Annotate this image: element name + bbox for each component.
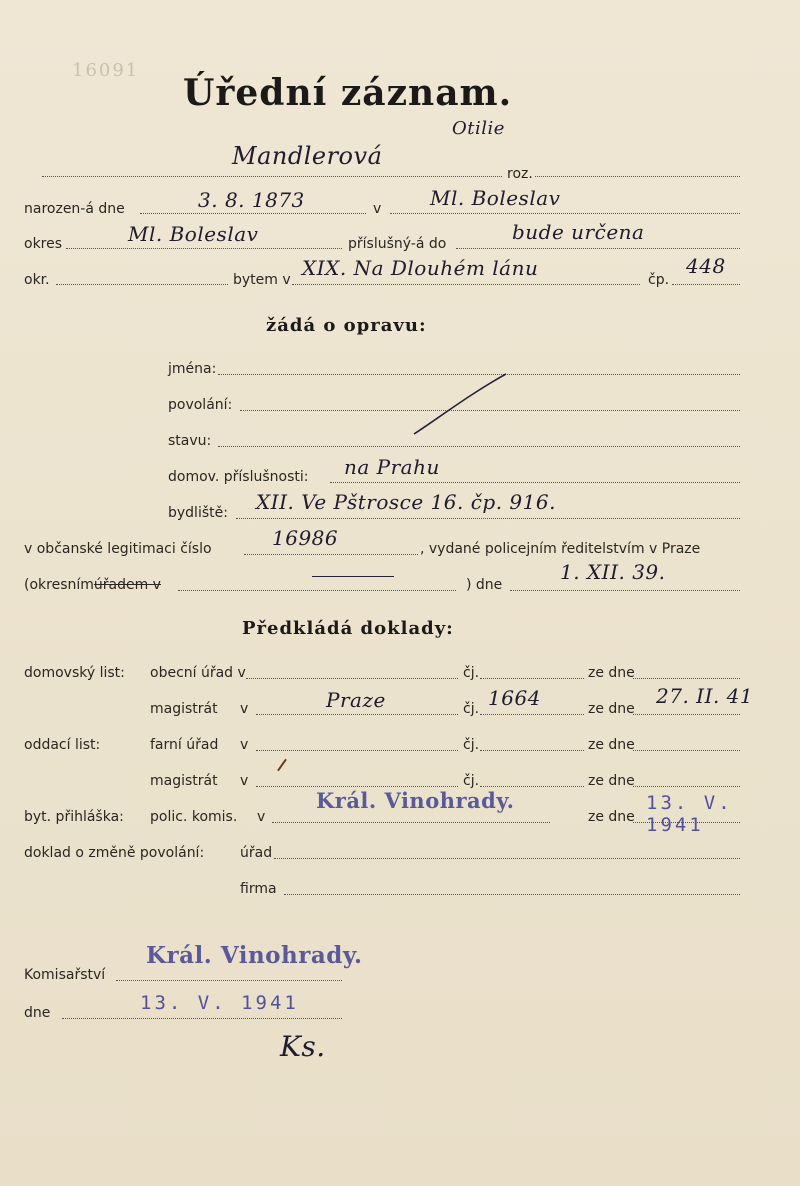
- surname-handwritten: Mandlerová: [232, 142, 383, 170]
- label-in: v: [373, 201, 382, 217]
- magistrate-place-handwritten: Praze: [326, 688, 386, 712]
- label-v-4: v: [257, 809, 266, 825]
- form-number: 16091: [72, 60, 140, 81]
- police-date-stamp: 13. V. 1941: [646, 792, 733, 836]
- dash-mark: [312, 576, 394, 577]
- label-municipal: obecní úřad v: [150, 665, 246, 681]
- label-occupation: povolání:: [168, 397, 233, 413]
- birth-date-handwritten: 3. 8. 1873: [198, 188, 305, 212]
- label-ze-dne-1: ze dne: [588, 665, 635, 681]
- label-cj-2: čj.: [463, 701, 480, 717]
- ink-tick-mark: [277, 759, 287, 772]
- label-name: jména:: [168, 361, 217, 377]
- given-name-handwritten: Otilie: [452, 118, 505, 139]
- district-handwritten: Ml. Boleslav: [128, 222, 259, 246]
- belongs-handwritten: bude určena: [512, 220, 645, 244]
- label-home-list: domovský list:: [24, 665, 125, 681]
- label-ze-dne-4: ze dne: [588, 773, 635, 789]
- magistrate-date-handwritten: 27. II. 41: [656, 684, 754, 708]
- label-district-office-b: úřadem v: [93, 577, 161, 593]
- address-handwritten: XII. Ve Pštrosce 16. čp. 916.: [256, 490, 556, 514]
- label-firm: firma: [240, 881, 277, 897]
- label-cj-1: čj.: [463, 665, 480, 681]
- magistrate-cj-handwritten: 1664: [488, 686, 541, 710]
- residence-handwritten: XIX. Na Dlouhém lánu: [302, 256, 539, 280]
- house-number-handwritten: 448: [686, 254, 726, 278]
- label-footer-date: dne: [24, 1005, 51, 1021]
- label-registration: byt. přihláška:: [24, 809, 124, 825]
- label-magistrate-2: magistrát: [150, 773, 218, 789]
- page-title: Úřední záznam.: [183, 72, 513, 114]
- documents-heading: Předkládá doklady:: [242, 618, 454, 639]
- label-id: v občanské legitimaci číslo: [24, 541, 212, 557]
- label-cj-3: čj.: [463, 737, 480, 753]
- label-change: doklad o změně povolání:: [24, 845, 205, 861]
- label-ze-dne-2: ze dne: [588, 701, 635, 717]
- label-born: narozen-á dne: [24, 201, 125, 217]
- label-v-2: v: [240, 737, 249, 753]
- id-number-handwritten: 16986: [272, 526, 339, 550]
- label-ze-dne-3: ze dne: [588, 737, 635, 753]
- correction-heading: žádá o opravu:: [266, 315, 427, 336]
- label-residing: bytem v: [233, 272, 291, 288]
- label-v-3: v: [240, 773, 249, 789]
- label-magistrate-1: magistrát: [150, 701, 218, 717]
- label-address: bydliště:: [168, 505, 228, 521]
- label-marriage: oddací list:: [24, 737, 101, 753]
- birth-place-handwritten: Ml. Boleslav: [430, 186, 561, 210]
- issue-date-handwritten: 1. XII. 39.: [560, 560, 666, 584]
- label-cp: čp.: [648, 272, 670, 288]
- label-okr: okr.: [24, 272, 50, 288]
- label-belongs: příslušný-á do: [348, 236, 447, 252]
- label-roz: roz.: [507, 166, 533, 182]
- label-paren-date: ) dne: [466, 577, 503, 593]
- police-stamp: Král. Vinohrady.: [316, 788, 515, 813]
- label-domicile: domov. příslušnosti:: [168, 469, 309, 485]
- label-police: polic. komis.: [150, 809, 238, 825]
- label-cj-4: čj.: [463, 773, 480, 789]
- commissariat-stamp: Král. Vinohrady.: [146, 942, 363, 969]
- signature-handwritten: Ks.: [280, 1030, 326, 1063]
- label-v-1: v: [240, 701, 249, 717]
- label-district-office: [24, 577, 161, 593]
- label-parish: farní úřad: [150, 737, 219, 753]
- label-district: okres: [24, 236, 63, 252]
- domicile-handwritten: na Prahu: [344, 455, 440, 479]
- label-ze-dne-5: ze dne: [588, 809, 635, 825]
- strike-through-mark: [410, 372, 510, 438]
- footer-date-stamp: 13. V. 1941: [140, 992, 299, 1014]
- label-office: úřad: [240, 845, 273, 861]
- label-district-office-a: (okresním: [24, 577, 94, 593]
- label-commissariat: Komisařství: [24, 967, 106, 983]
- label-issued: , vydané policejním ředitelstvím v Praze: [420, 541, 701, 557]
- label-status: stavu:: [168, 433, 212, 449]
